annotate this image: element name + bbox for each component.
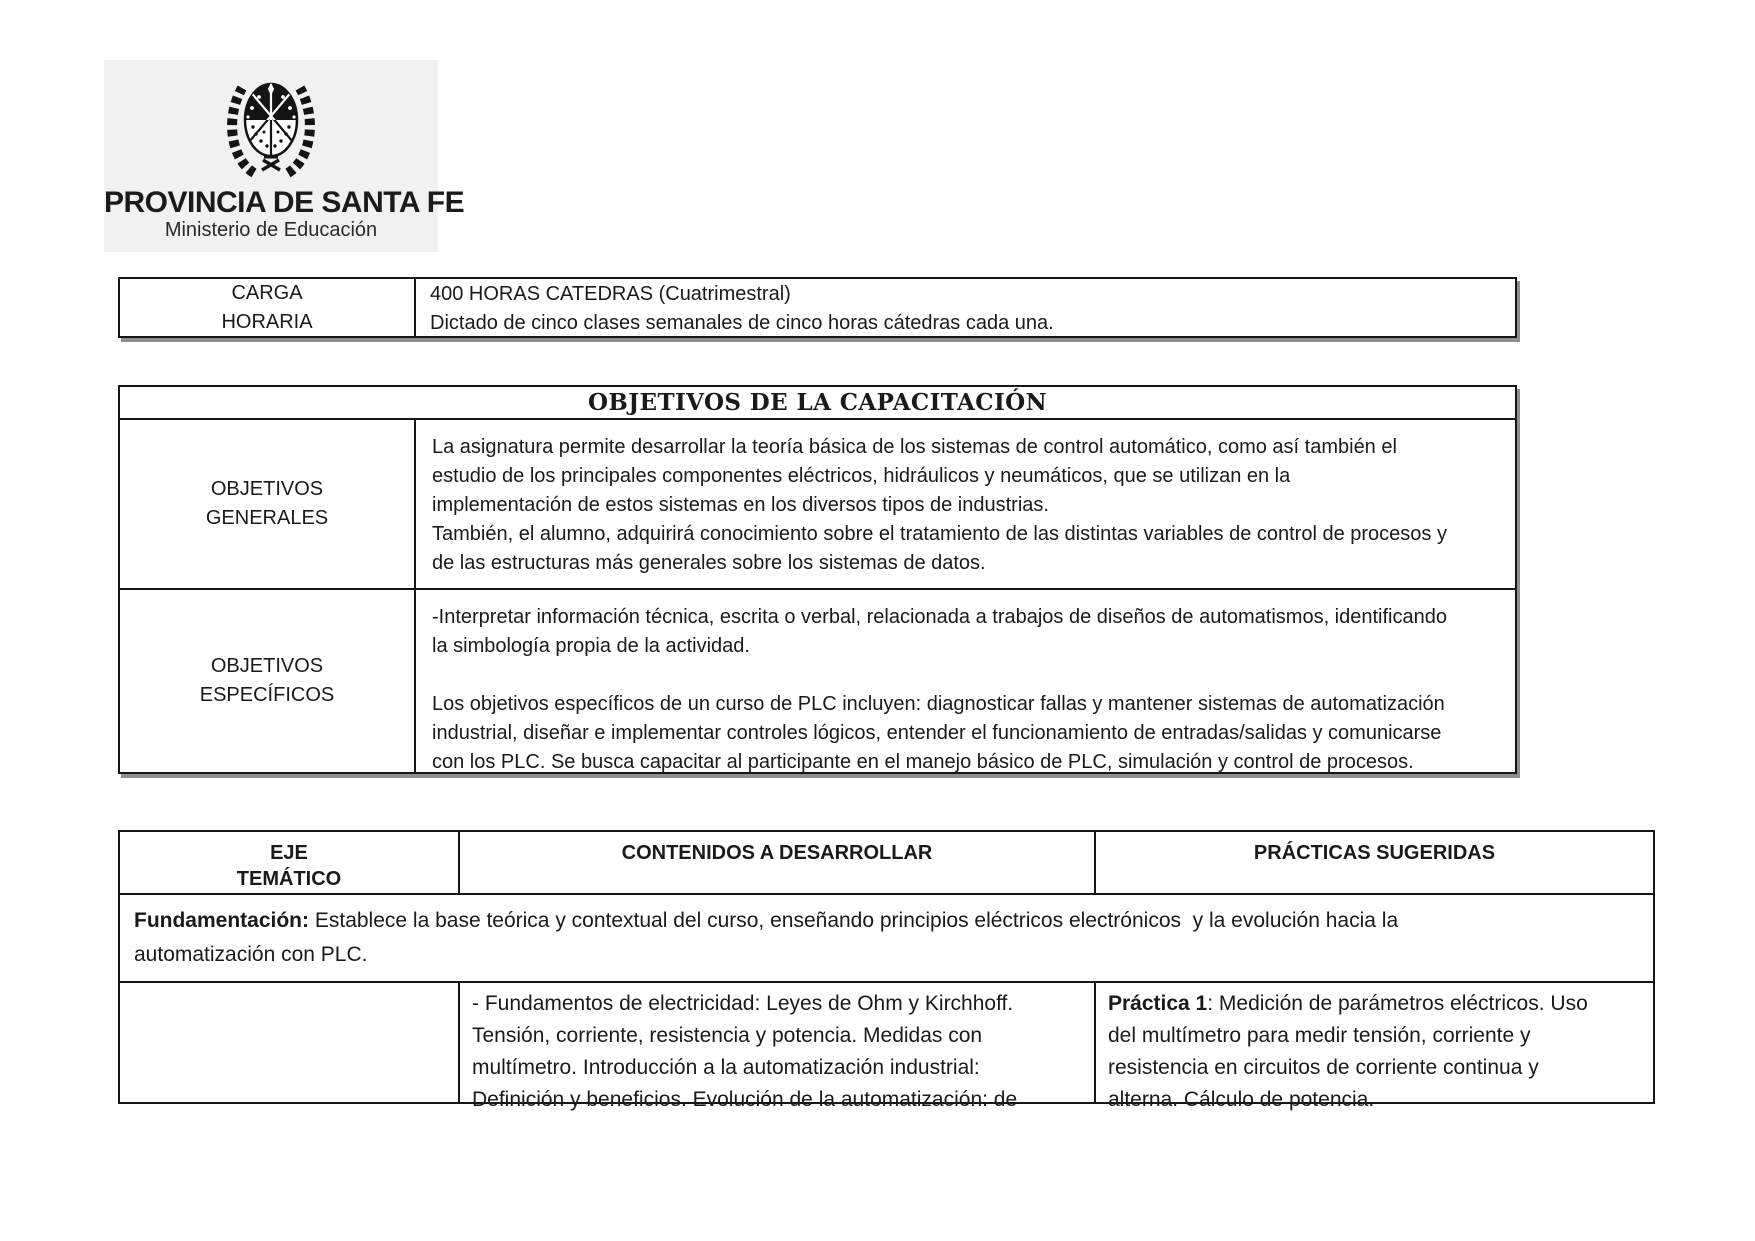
org-subtitle: Ministerio de Educación bbox=[164, 219, 378, 241]
blank-line bbox=[432, 661, 1499, 690]
contenidos-cell bbox=[460, 983, 1096, 1111]
practica-text: : Medición de parámetros eléctricos. Uso bbox=[1207, 992, 1588, 1015]
especificos-line: industrial, diseñar e implementar controles lógicos, entender el funcionamiento de entradas/salidas y comunicarse bbox=[432, 722, 1442, 744]
carga-horaria-table bbox=[118, 277, 1517, 338]
fundamentacion-row bbox=[120, 895, 1653, 983]
objetivos-especificos-row bbox=[120, 588, 1515, 772]
carga-horaria-value-cell bbox=[416, 279, 1515, 336]
header-eje-line2: TEMÁTICO bbox=[236, 868, 342, 890]
header-eje-line1: EJE bbox=[270, 842, 308, 864]
carga-value-line2: Dictado de cinco clases semanales de cinco horas cátedras cada una. bbox=[430, 312, 1054, 334]
objetivos-table bbox=[118, 385, 1517, 774]
fundamentacion-text: Establece la base teórica y contextual del curso, enseñando principios eléctricos electrónicos y la evolución hacia la bbox=[309, 909, 1399, 932]
carga-horaria-label-cell bbox=[120, 279, 416, 336]
especificos-label-line2: ESPECÍFICOS bbox=[199, 684, 335, 706]
header-practicas: PRÁCTICAS SUGERIDAS bbox=[1253, 842, 1496, 864]
fundamentacion-line2: automatización con PLC. bbox=[134, 943, 368, 966]
especificos-line: Los objetivos específicos de un curso de PLC incluyen: diagnosticar fallas y mantener sistemas de automatización bbox=[432, 693, 1445, 715]
programa-table bbox=[118, 830, 1655, 1111]
contenidos-line: Tensión, corriente, resistencia y potencia. Medidas con bbox=[472, 1024, 983, 1047]
ministry-logo bbox=[104, 60, 465, 252]
fundamentacion-label: Fundamentación: bbox=[134, 909, 310, 932]
especificos-line: -Interpretar información técnica, escrita o verbal, relacionada a trabajos de diseños de automatismos, identificando bbox=[432, 606, 1447, 628]
objetivos-generales-row bbox=[120, 420, 1515, 588]
generales-line: La asignatura permite desarrollar la teoría básica de los sistemas de control automático, como así también el bbox=[432, 436, 1397, 458]
objetivos-generales-text-cell bbox=[416, 420, 1515, 588]
especificos-line: con los PLC. Se busca capacitar al participante en el manejo básico de PLC, simulación y control de procesos. bbox=[432, 751, 1414, 773]
programa-content-row bbox=[120, 983, 1653, 1111]
contenidos-line: - Fundamentos de electricidad: Leyes de Ohm y Kirchhoff. bbox=[472, 992, 1014, 1015]
practicas-line1 bbox=[1108, 988, 1641, 1020]
contenidos-line: Definición y beneficios. Evolución de la automatización: de bbox=[472, 1088, 1018, 1111]
eje-tematico-cell bbox=[120, 983, 460, 1102]
objetivos-table-title: OBJETIVOS DE LA CAPACITACIÓN bbox=[120, 387, 1515, 420]
practicas-line: alterna. Cálculo de potencia. bbox=[1108, 1088, 1375, 1111]
generales-line: de las estructuras más generales sobre los sistemas de datos. bbox=[432, 552, 986, 574]
practica-label: Práctica 1 bbox=[1108, 992, 1208, 1015]
santa-fe-coat-of-arms-icon bbox=[221, 70, 321, 186]
carga-value-line1: 400 HORAS CATEDRAS (Cuatrimestral) bbox=[430, 283, 791, 305]
generales-label-line1: OBJETIVOS bbox=[210, 478, 324, 500]
practicas-cell bbox=[1096, 983, 1653, 1111]
header-eje-tematico bbox=[120, 832, 460, 893]
programa-header-row bbox=[120, 832, 1653, 895]
objetivos-generales-label-cell bbox=[120, 420, 416, 588]
org-name: PROVINCIA DE SANTA FE bbox=[104, 186, 465, 219]
generales-label-line2: GENERALES bbox=[205, 507, 329, 529]
objetivos-especificos-text-cell bbox=[416, 590, 1515, 772]
practicas-line: del multímetro para medir tensión, corriente y bbox=[1108, 1024, 1531, 1047]
generales-line: implementación de estos sistemas en los diversos tipos de industrias. bbox=[432, 494, 1049, 516]
carga-label-line2: HORARIA bbox=[221, 310, 313, 333]
header-contenidos: CONTENIDOS A DESARROLLAR bbox=[460, 832, 1096, 893]
especificos-line: la simbología propia de la actividad. bbox=[432, 635, 750, 657]
fundamentacion-line1 bbox=[134, 904, 1639, 938]
carga-label-line1: CARGA bbox=[231, 281, 303, 304]
objetivos-especificos-label-cell bbox=[120, 590, 416, 772]
generales-line: También, el alumno, adquirirá conocimiento sobre el tratamiento de las distintas variables de control de procesos y bbox=[432, 523, 1447, 545]
practicas-line: resistencia en circuitos de corriente continua y bbox=[1108, 1056, 1539, 1079]
especificos-label-line1: OBJETIVOS bbox=[210, 655, 324, 677]
contenidos-line: multímetro. Introducción a la automatización industrial: bbox=[472, 1056, 980, 1079]
generales-line: estudio de los principales componentes eléctricos, hidráulicos y neumáticos, que se utilizan en la bbox=[432, 465, 1291, 487]
